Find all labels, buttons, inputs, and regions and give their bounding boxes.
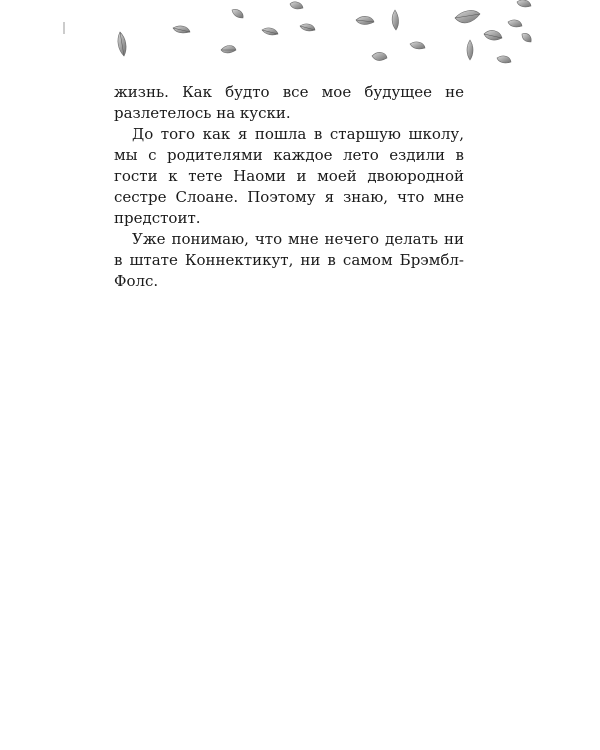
- paragraph-1: жизнь. Как будто все мое будущее не разлетелось на куски.: [114, 83, 464, 122]
- body-text: [114, 82, 464, 292]
- paragraph-2: До того как я пошла в старшую школу, мы с родителями каждое лето ездили в гости к тете Наоми и моей двоюродной сестре Слоане. Поэтому я знаю, что мне предстоит.: [114, 125, 464, 227]
- falling-leaves-decoration-icon: [0, 0, 600, 90]
- paragraph-3: Уже понимаю, что мне нечего делать ни в штате Коннектикут, ни в самом Брэмбл-Фолс.: [114, 230, 464, 290]
